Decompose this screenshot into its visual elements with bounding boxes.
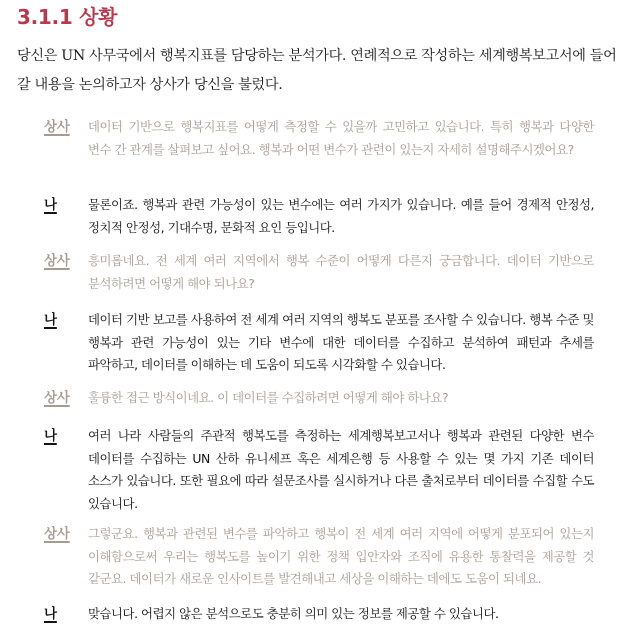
dialogue-line: 데이터 기반 보고를 사용하여 전 세계 여러 지역의 행복도 분포를 조사할 수 있습니다. 행복 수준 및 행복과 관련 가능성이 있는 기타 변수에 대한 데이터를 수집하고 분석하여 패턴과 추세를 파악하고, 데이터를 이해하는 데 도움이 되도록 시각화할 수 있습니다. (88, 312, 594, 372)
dialogue-line: 여러 나라 사람들의 주관적 행복도를 측정하는 세계행복보고서나 행복과 관련된 다양한 변수 데이터를 수집하는 UN 산하 유니세프 혹은 세계은행 등 사용할 수 있는 몇 가지 기존 데이터 소스가 있습니다. 또한 필요에 따라 설문조사를 실시하거나 다른 출처로부터 데이터를 수집할 수도 있습니다. (88, 428, 594, 511)
intro-paragraph: 당신은 UN 사무국에서 행복지표를 담당하는 분석가다. 연례적으로 작성하는 세계행복보고서에 들어갈 내용을 논의하고자 상사가 당신을 불렀다. (17, 48, 617, 93)
speaker-label: 나 (44, 428, 57, 444)
dialogue-line: 데이터 기반으로 행복지표를 어떻게 측정할 수 있을까 고민하고 있습니다. 특히 행복과 다양한 변수 간 관계를 살펴보고 싶어요. 행복과 어떤 변수가 관련이 있는지 자세히 설명해주시겠어요? (88, 119, 594, 157)
speaker-label: 나 (44, 312, 57, 328)
speaker-label: 상사 (44, 253, 70, 269)
dialogue-line: 흥미롭네요. 전 세계 여러 지역에서 행복 수준이 어떻게 다른지 궁금합니다. 데이터 기반으로 분석하려면 어떻게 해야 되나요? (88, 253, 594, 291)
speaker-label: 상사 (44, 390, 70, 406)
section-title: 3.1.1 상황 (17, 5, 118, 29)
dialogue-line: 훌륭한 접근 방식이네요. 이 데이터를 수집하려면 어떻게 해야 하나요? (88, 390, 449, 405)
speaker-label: 상사 (44, 119, 70, 135)
dialogue-line: 그렇군요. 행복과 관련된 변수를 파악하고 행복이 전 세계 여러 지역에 어떻게 분포되어 있는지 이해함으로써 우리는 행복도를 높이기 위한 정책 입안자와 조직에 유용한 통찰력을 제공할 것 같군요. 데이터가 새로운 인사이트를 발견해내고 세상을 이해하는 데에도 도움이 되네요. (88, 526, 594, 586)
speaker-label: 나 (44, 197, 57, 213)
speaker-label: 상사 (44, 526, 70, 542)
dialogue-line: 맞습니다. 어렵지 않은 분석으로도 충분히 의미 있는 정보를 제공할 수 있습니다. (88, 606, 499, 621)
speaker-label: 나 (44, 606, 57, 622)
dialogue-line: 물론이죠. 행복과 관련 가능성이 있는 변수에는 여러 가지가 있습니다. 예를 들어 경제적 안정성, 정치적 안정성, 기대수명, 문화적 요인 등입니다. (88, 197, 594, 235)
